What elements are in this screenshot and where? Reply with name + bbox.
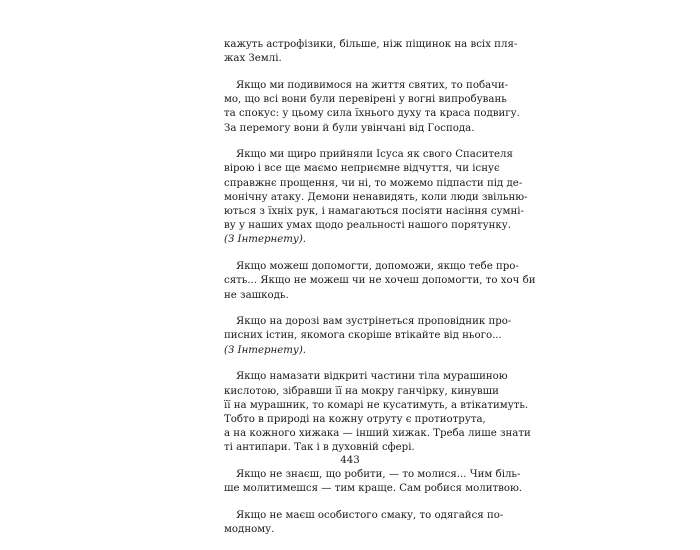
text-line: ті антипари. Так і в духовній сфері. [224, 442, 415, 454]
text-line: Якщо не маєш особистого смаку, то одягайся по- [236, 509, 504, 521]
paragraph [224, 370, 531, 455]
text-line: ше молитимешся — тим краще. Сам робися молитвою. [224, 483, 523, 495]
text-line: (З Інтернету). [224, 234, 307, 246]
text-line: Якщо можеш допомогти, допоможи, якщо тебе про- [236, 261, 519, 273]
paragraph [224, 38, 518, 66]
text-line: Якщо не знаєш, що робити, — то молися... Чим біль- [236, 469, 521, 481]
paragraph [224, 509, 504, 537]
text-line: Якщо намазати відкриті частини тіла мурашиною [236, 371, 508, 383]
text-line: а на кожного хижака — інший хижак. Треба лише знати [224, 428, 531, 440]
text-line: сять... Якщо не можеш чи не хочеш допомогти, то хоч би [224, 275, 536, 287]
text-line: вірою і все ще маємо неприємне відчуття, чи існує [224, 163, 500, 175]
text-line: писних істин, якомога скоріше втікайте від нього... [224, 330, 502, 342]
paragraph [224, 315, 512, 358]
text-line: ються з їхніх рук, і намагаються посіяти насіння сумні- [224, 206, 524, 218]
paragraph [224, 148, 528, 247]
text-line: жах Землі. [224, 53, 282, 65]
text-column [224, 38, 536, 550]
text-line: справжнє прощення, чи ні, то можемо підпасти під де- [224, 177, 523, 189]
text-line: та спокус: у цьому сила їхнього духу та краса подвигу. [224, 108, 520, 120]
text-line: Якщо на дорозі вам зустрінеться проповідник про- [236, 316, 512, 328]
text-line: не зашкодь. [224, 289, 289, 301]
paragraph [224, 260, 536, 303]
text-line: кажуть астрофізики, більше, ніж піщинок на всіх пля- [224, 39, 518, 50]
paragraph [224, 79, 520, 136]
text-line: її на мурашник, то комарі не кусатимуть, а втікатимуть. [224, 399, 529, 411]
text-line: модному. [224, 524, 275, 536]
text-line: Якщо ми щиро прийняли Ісуса як свого Спасителя [236, 149, 513, 161]
text-line: Якщо ми подивимося на життя святих, то побачи- [236, 79, 509, 91]
text-line: ву у наших умах щодо реальності нашого порятунку. [224, 220, 512, 232]
text-line: мо, що всі вони були перевірені у вогні випробувань [224, 94, 507, 106]
text-line: монічну атаку. Демони ненавидять, коли люди звільню- [224, 191, 528, 203]
paragraph [224, 468, 523, 496]
text-line: (З Інтернету). [224, 344, 307, 356]
page-number: 443 [340, 455, 360, 466]
text-line: Тобто в природі на кожну отруту є протиотрута, [224, 413, 486, 425]
text-line: За перемогу вони й були увінчані від Господа. [224, 122, 475, 134]
text-line: кислотою, зібравши її на мокру ганчірку, кинувши [224, 385, 499, 397]
